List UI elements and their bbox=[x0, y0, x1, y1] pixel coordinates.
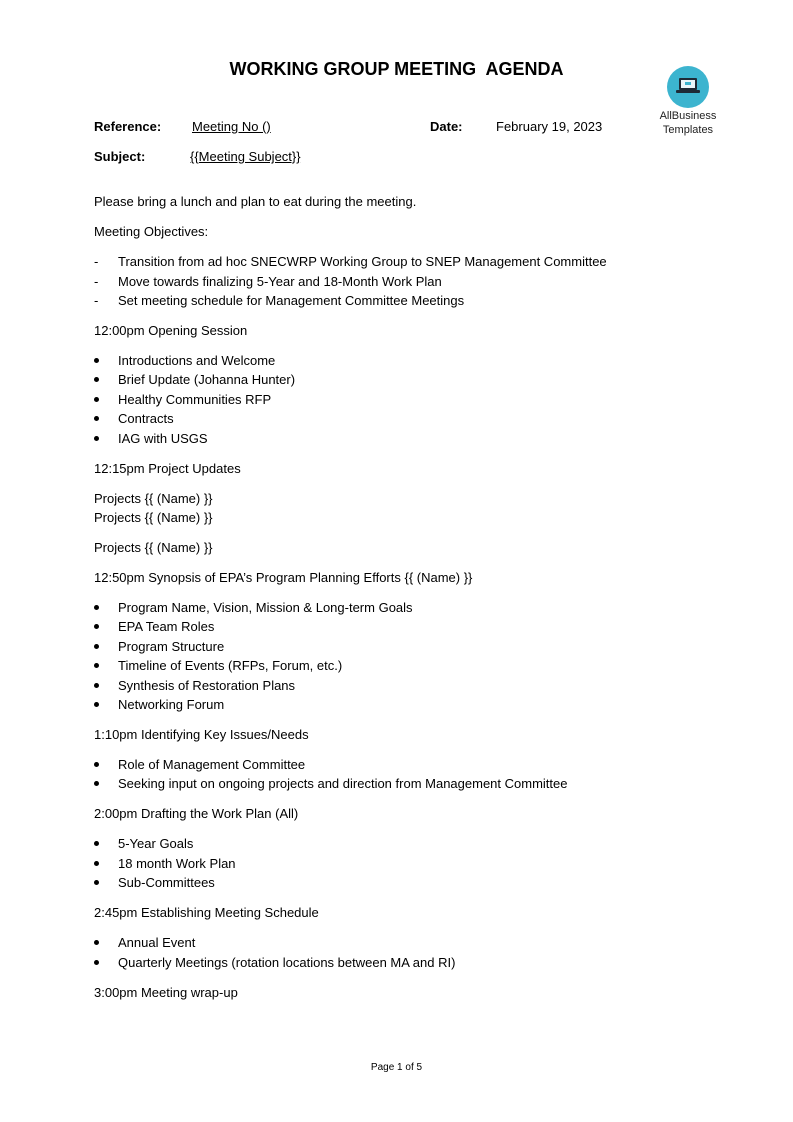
page-title: WORKING GROUP MEETING AGENDA bbox=[229, 59, 564, 79]
intro-text: Please bring a lunch and plan to eat during the meeting. bbox=[94, 194, 417, 209]
session-heading-schedule: 2:45pm Establishing Meeting Schedule bbox=[94, 905, 319, 920]
session-heading-opening: 12:00pm Opening Session bbox=[94, 323, 248, 338]
reference-label: Reference: bbox=[94, 119, 162, 134]
project-line: Projects {{ (Name) }} bbox=[94, 491, 213, 506]
laptop-logo-icon bbox=[667, 66, 709, 108]
project-line: Projects {{ (Name) }} bbox=[94, 540, 213, 555]
objectives-heading: Meeting Objectives: bbox=[94, 224, 209, 239]
subject-value: {{Meeting Subject}} bbox=[190, 149, 301, 164]
page-number: Page 1 of 5 bbox=[370, 1062, 423, 1073]
date-label: Date: bbox=[430, 119, 463, 134]
reference-value: Meeting No () bbox=[192, 119, 271, 134]
date-value: February 19, 2023 bbox=[496, 119, 603, 134]
session-heading-work-plan: 2:00pm Drafting the Work Plan (All) bbox=[94, 806, 299, 821]
subject-label: Subject: bbox=[94, 149, 146, 164]
session-heading-key-issues: 1:10pm Identifying Key Issues/Needs bbox=[94, 727, 309, 742]
session-heading-wrap-up: 3:00pm Meeting wrap-up bbox=[94, 985, 238, 1000]
session-heading-synopsis: 12:50pm Synopsis of EPA’s Program Planning Efforts {{ (Name) }} bbox=[94, 570, 473, 585]
logo-text-line1: AllBusiness bbox=[659, 110, 717, 122]
session-heading-project-updates: 12:15pm Project Updates bbox=[94, 461, 241, 476]
logo bbox=[652, 66, 724, 136]
project-line: Projects {{ (Name) }} bbox=[94, 510, 213, 525]
logo-text-line2: Templates bbox=[662, 124, 714, 136]
